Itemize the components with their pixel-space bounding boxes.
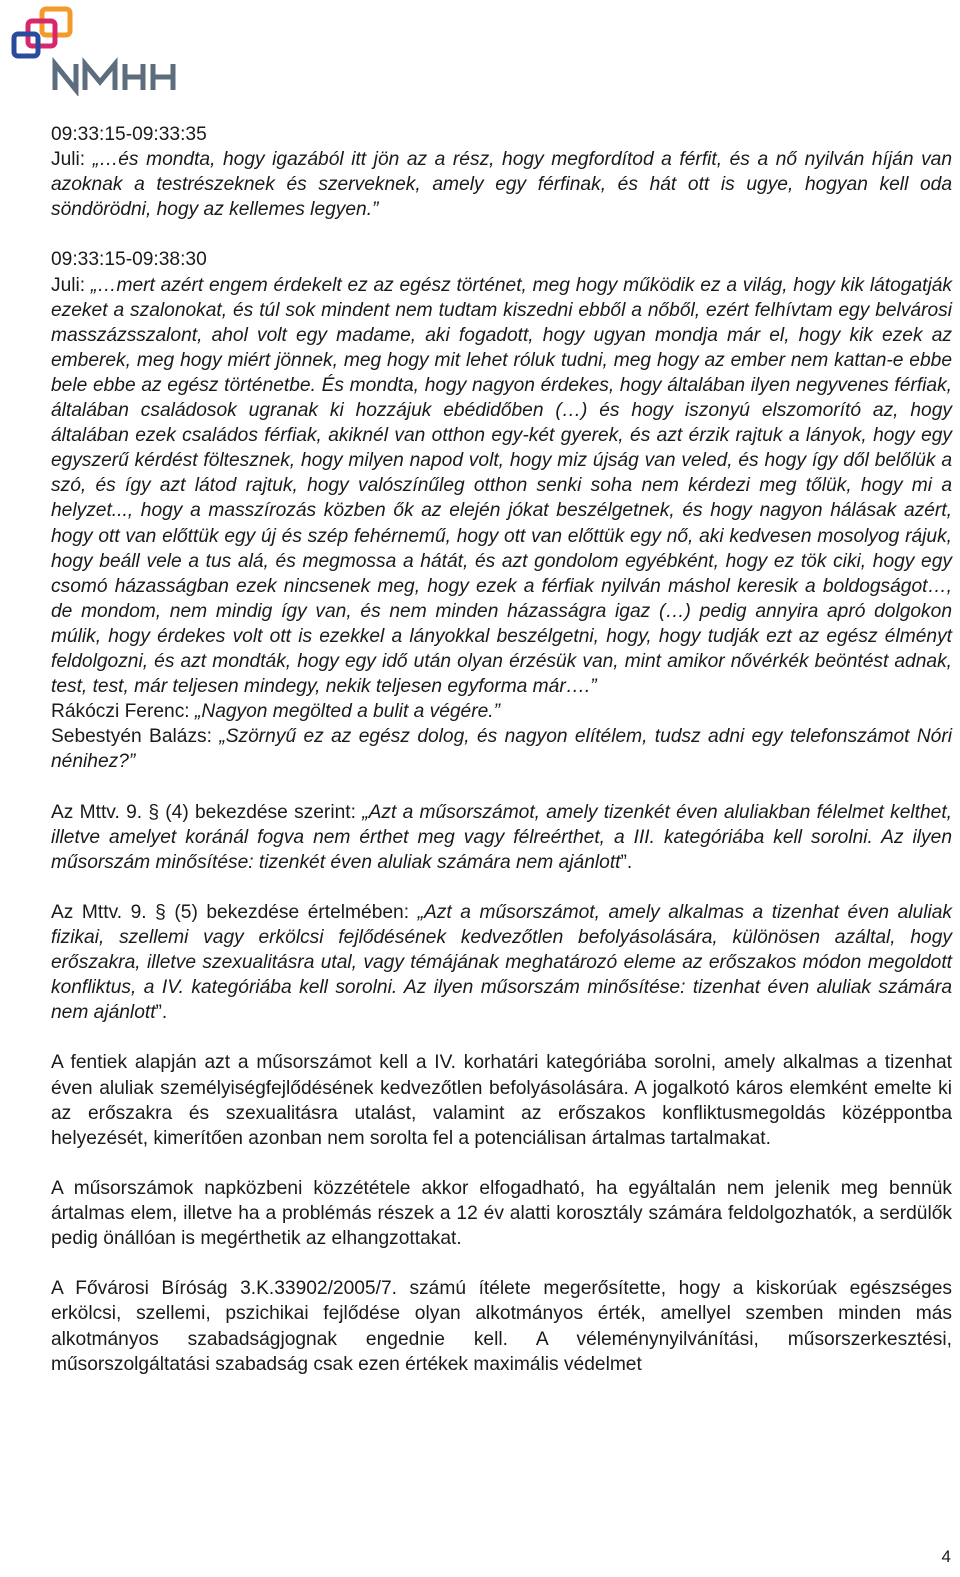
speaker-name: Sebestyén Balázs:: [51, 726, 220, 748]
law-citation: [51, 800, 952, 875]
timestamp: 09:33:15-09:33:35: [51, 124, 207, 145]
speaker-name: Juli:: [51, 149, 93, 171]
spacer: [51, 875, 952, 900]
law-quote-end: ”.: [620, 851, 633, 873]
transcript-reply: [51, 724, 952, 774]
spacer: [51, 774, 952, 799]
transcript-quote: [51, 147, 952, 222]
quote-text: „Nagyon megölted a bulit a végére.”: [194, 701, 500, 723]
spacer: [51, 1251, 952, 1276]
speaker-name: Juli:: [51, 274, 91, 296]
speaker-name: Rákóczi Ferenc:: [51, 701, 195, 723]
spacer: [51, 1025, 952, 1050]
document-body: [51, 122, 952, 1377]
spacer: [51, 1151, 952, 1176]
quote-text: „Szörnyű ez az egész dolog, és nagyon elítélem, tudsz adni egy telefonszámot Nóri nénihez?”: [51, 726, 952, 773]
page-number: 4: [941, 1547, 951, 1566]
law-quote-end: ”.: [155, 1002, 168, 1024]
body-paragraph: A műsorszámok napközbeni közzététele akkor elfogadható, ha egyáltalán nem jelenik meg bennük ártalmas elem, illetve ha a problémás részek a 12 év alatti korosztály számára feldolgozhatók, a serdülők pedig önállóan is megérthetik az elhangzottakat.: [51, 1177, 952, 1250]
body-paragraph: A Fővárosi Bíróság 3.K.33902/2005/7. számú ítélete megerősítette, hogy a kiskorúak egészséges erkölcsi, szellemi, pszichikai fejlődése olyan alkotmányos érték, amellyel szemben minden más alkotmányos szabadságjognak engednie kell. A véleménynyilvánítási, műsorszerkesztési, műsorszolgáltatási szabadság csak ezen értékek maximális védelmet: [51, 1278, 952, 1375]
nmhh-logo: [10, 6, 182, 96]
law-quote: „Azt a műsorszámot, amely alkalmas a tizenhat éven aluliak fizikai, szellemi vagy erkölcsi fejlődésének kedvezőtlen befolyásolására, különösen azáltal, hogy erőszakra, illetve szexualitásra utal, vagy témájának meghatározó eleme az erőszakos módon megoldott konfliktus, a IV. kategóriába kell sorolni. Az ilyen műsorszám minősítése: tizenhat éven aluliak számára nem ajánlott: [51, 901, 953, 1024]
logo-wordmark: [55, 64, 173, 90]
law-citation: [51, 900, 952, 1025]
spacer: [51, 222, 952, 247]
transcript-quote: [51, 273, 952, 700]
law-intro: Az Mttv. 9. § (4) bekezdése szerint:: [51, 801, 363, 823]
timestamp: 09:33:15-09:38:30: [51, 249, 207, 271]
quote-text: „…mert azért engem érdekelt ez az egész történet, meg hogy működik ez a világ, hogy kik látogatják ezeket a szalonokat, és túl sok mindent nem tudtam kiszedni ebből a nőből, ezért felhívtam egy belvárosi masszázsszalont, ahol volt egy madame, aki fogadott, hogy ugyan mondja már el, hogy kik ezek az emberek, meg hogy miért jönnek, meg hogy mit lehet róluk tudni, meg hogy az ember nem kattan-e ebbe bele ebbe az egész történetbe. És mondta, hogy nagyon érdekes, hogy általában ilyen negyvenes férfiak, általában családosok ugranak ki hozzájuk ebédidőben (…) és hogy iszonyú elszomorító az, hogy általában ezek családos férfiak, akiknél van otthon egy-két gyerek, és azt érzik rajtuk a lányok, hogy egy egyszerű kérdést föltesznek, hogy milyen napod volt, hogy miz újság van veled, és hogy így dől belőlük a szó, és így azt látod rajtuk, hogy valószínűleg otthon senki soha nem kérdezi meg tőlük, hogy mi a helyzet..., hogy a masszírozás közben ők az elején jókat beszélgetnek, és hogy nagyon hálásak azért, hogy ott van előttük egy új és szép fehérnemű, hogy ott van előttük egy nő, aki kedvesen mosolyog rájuk, hogy beáll vele a tus alá, és megmossa a hátát, és azt gondolom egyébként, hogy ez tök ciki, hogy egy csomó házasságban ezek nincsenek meg, hogy ezek a férfiak nyilván máshol keresik a boldogságot…, de mondom, nem mindig így van, és nem minden házasságra igaz (…) pedig annyira apró dolgokon múlik, hogy érdekes volt ott is ezekkel a lányokkal beszélgetni, hogy, hogy tudják ezt az egész élményt feldolgozni, és azt mondták, hogy egy idő után olyan érzésük van, mint amikor nővérkék beöntést adnak, test, test, már teljesen mindegy, nekik teljesen egyforma már….”: [51, 274, 953, 698]
law-intro: Az Mttv. 9. § (5) bekezdése értelmében:: [51, 901, 418, 923]
nmhh-logo-graphic: [10, 6, 182, 96]
quote-text: „…és mondta, hogy igazából itt jön az a rész, hogy megfordítod a férfit, és a nő nyilván híján van azoknak a testrészeknek és szerveknek, amely egy férfinak, és hát ott is ugye, hogyan kell oda söndörödni, hogy az kellemes legyen.”: [51, 149, 952, 221]
law-quote: „Azt a műsorszámot, amely tizenkét éven aluliakban félelmet kelthet, illetve amelyet koránál fogva nem érthet meg vagy félreérthet, a III. kategóriába kell sorolni. Az ilyen műsorszám minősítése: tizenkét éven aluliak számára nem ajánlott: [51, 801, 952, 873]
transcript-reply: [51, 699, 952, 724]
body-paragraph: A fentiek alapján azt a műsorszámot kell a IV. korhatári kategóriába sorolni, amely alkalmas a tizenhat éven aluliak személyiségfejlődésének kedvezőtlen befolyásolására. A jogalkotó káros elemként emelte ki az erőszakra és szexualitásra utalást, valamint az erőszakos konfliktusmegoldás középpontba helyezését, kimerítően azonban nem sorolta fel a potenciálisan ártalmas tartalmakat.: [51, 1052, 952, 1149]
